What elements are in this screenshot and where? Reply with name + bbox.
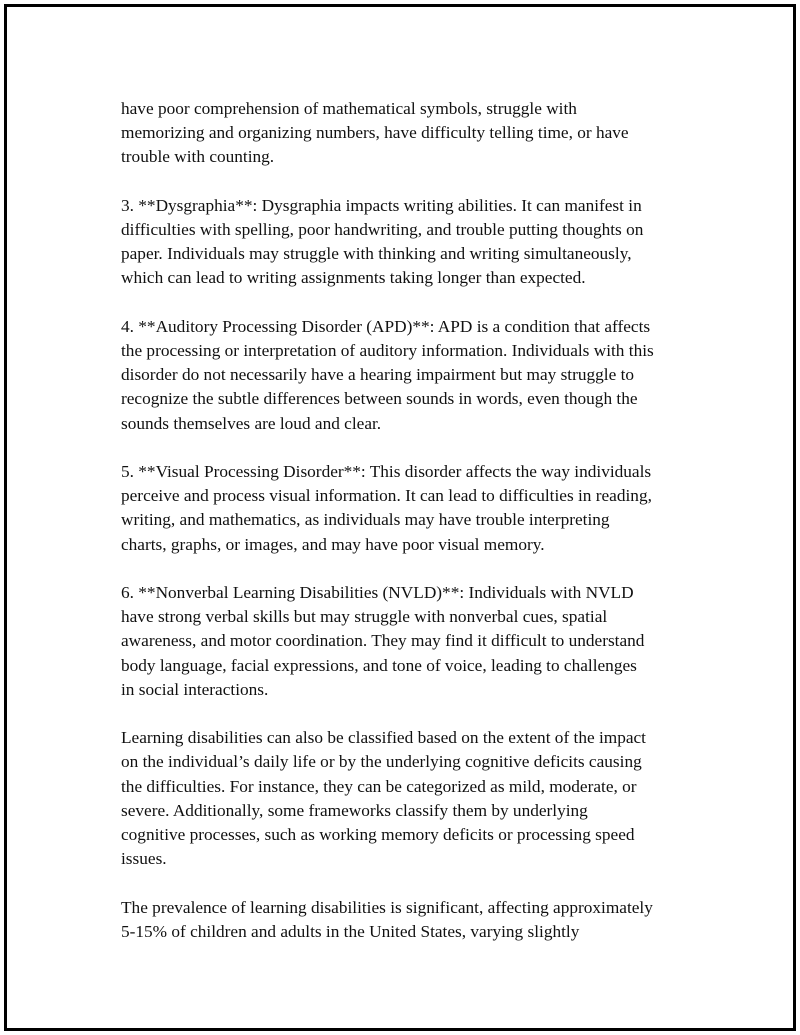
paragraph-prevalence: The prevalence of learning disabilities is significant, affecting approximately 5-15% of children and adults in the United States, varying slightly [121, 897, 653, 941]
page-frame [4, 4, 796, 1031]
paragraph-nonverbal-learning-disabilities: 6. **Nonverbal Learning Disabilities (NVLD)**: Individuals with NVLD have strong verbal skills but may struggle with nonverbal cues, spatial awareness, and motor coordination. They may find it difficult to understand body language, facial expressions, and tone of voice, leading to challenges in social interactions. [121, 583, 645, 699]
paragraph-visual-processing-disorder: 5. **Visual Processing Disorder**: This disorder affects the way individuals perceive and process visual information. It can lead to difficulties in reading, writing, and mathematics, as individuals may have trouble interpreting charts, graphs, or images, and may have poor visual memory. [121, 462, 652, 554]
paragraph-auditory-processing-disorder: 4. **Auditory Processing Disorder (APD)**: APD is a condition that affects the processing or interpretation of auditory information. Individuals with this disorder do not necessarily have a hearing impairment but may struggle to recognize the subtle differences between sounds in words, even though the sounds themselves are loud and clear. [121, 316, 654, 433]
paragraph-dyscalculia-continuation: have poor comprehension of mathematical symbols, struggle with memorizing and organizing numbers, have difficulty telling time, or have trouble with counting. [121, 99, 629, 167]
paragraph-classification: Learning disabilities can also be classified based on the extent of the impact on the individual’s daily life or by the underlying cognitive deficits causing the difficulties. For instance, they can be categorized as mild, moderate, or severe. Additionally, some frameworks classify them by underlying cognitive processes, such as working memory deficits or processing speed issues. [121, 728, 646, 869]
paragraph-dysgraphia: 3. **Dysgraphia**: Dysgraphia impacts writing abilities. It can manifest in difficulties with spelling, poor handwriting, and trouble putting thoughts on paper. Individuals may struggle with thinking and writing simultaneously, which can lead to writing assignments taking longer than expected. [121, 195, 644, 288]
document-body [121, 97, 701, 944]
